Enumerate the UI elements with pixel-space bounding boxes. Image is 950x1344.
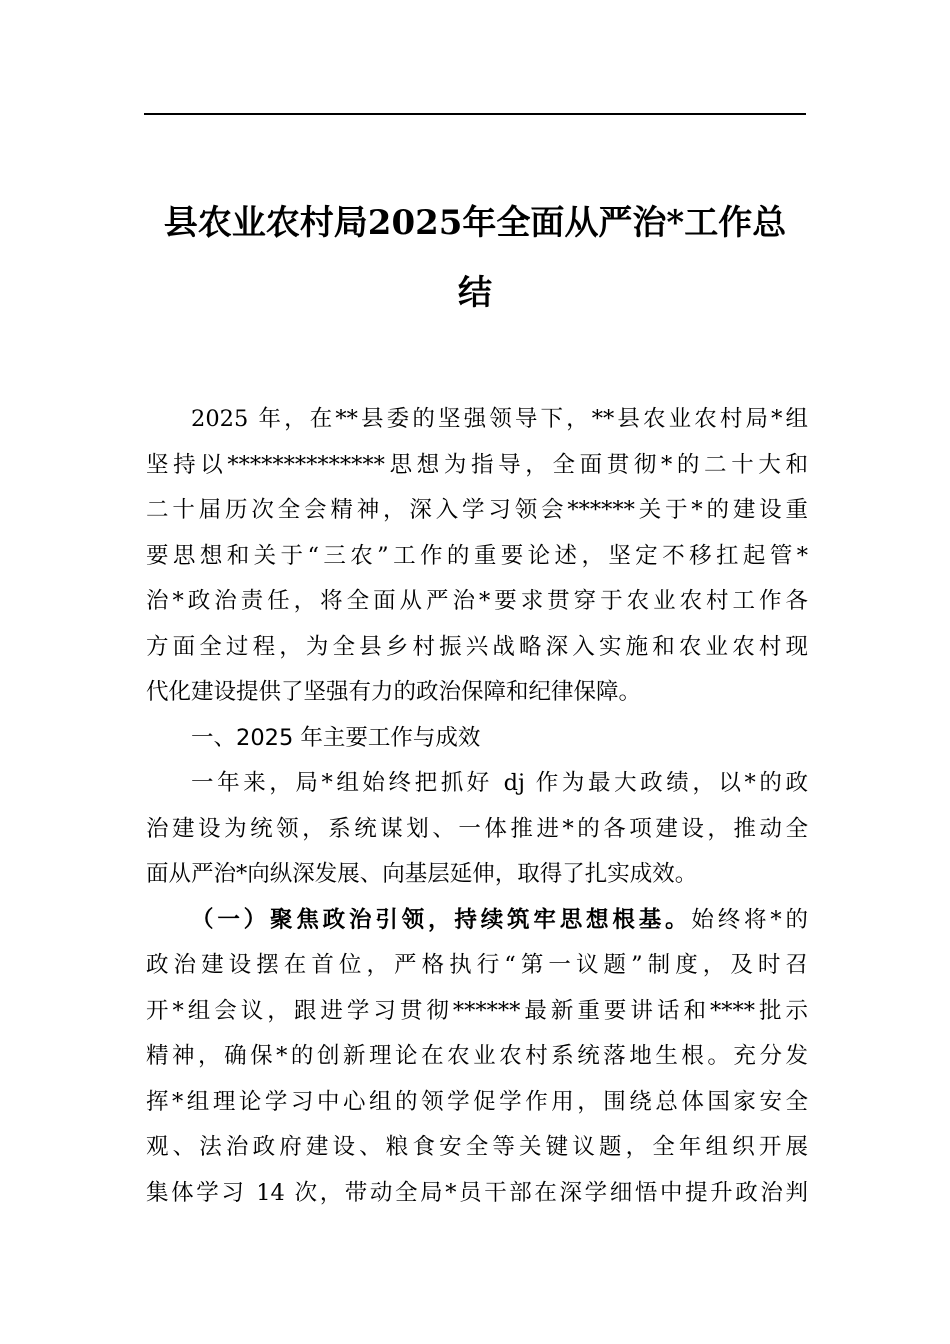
- subsection-heading: （一）聚焦政治引领，持续筑牢思想根基。: [191, 906, 692, 933]
- header-rule: [144, 113, 806, 115]
- paragraph-line: 开*组会议，跟进学习贯彻******最新重要讲话和****批示: [146, 997, 808, 1024]
- document-title: [144, 188, 806, 328]
- paragraph-line: 坚持以**************思想为指导，全面贯彻*的二十大和: [146, 451, 808, 478]
- paragraph-line: 精神，确保*的创新理论在农业农村系统落地生根。充分发: [146, 1043, 808, 1069]
- subsection-first-line: [146, 898, 808, 944]
- document-body: [146, 397, 808, 1216]
- title-line-2: 结: [458, 273, 492, 313]
- paragraph-line: 2025 年，在**县委的坚强领导下，**县农业农村局*组: [191, 406, 808, 432]
- paragraph-line: 集体学习 14 次，带动全局*员干部在深学细悟中提升政治判: [146, 1179, 808, 1206]
- section-heading: 一、2025 年主要工作与成效: [191, 724, 481, 751]
- paragraph-line: 政治建设摆在首位，严格执行“第一议题”制度，及时召: [146, 952, 808, 978]
- paragraph-line: 面从严治*向纵深发展、向基层延伸，取得了扎实成效。: [146, 861, 698, 887]
- paragraph-line: 观、法治政府建设、粮食安全等关键议题，全年组织开展: [146, 1134, 808, 1160]
- paragraph-line: 治*政治责任，将全面从严治*要求贯穿于农业农村工作各: [146, 588, 808, 614]
- paragraph-line: 二十届历次全会精神，深入学习领会******关于*的建设重: [146, 497, 808, 523]
- subsection-first-line-rest: 始终将*的: [691, 906, 808, 933]
- paragraph-line: 代化建设提供了坚强有力的政治保障和纪律保障。: [146, 679, 642, 705]
- paragraph-line: 一年来，局*组始终把抓好 dj 作为最大政绩，以*的政: [191, 770, 808, 796]
- paragraph-line: 挥*组理论学习中心组的领学促学作用，围绕总体国家安全: [146, 1088, 808, 1115]
- paragraph-line: 方面全过程，为全县乡村振兴战略深入实施和农业农村现: [146, 633, 808, 660]
- paragraph-line: 治建设为统领，系统谋划、一体推进*的各项建设，推动全: [146, 815, 808, 842]
- paragraph-line: 要思想和关于“三农”工作的重要论述，坚定不移扛起管*: [146, 542, 808, 569]
- title-line-1: 县农业农村局2025年全面从严治*工作总: [163, 203, 787, 243]
